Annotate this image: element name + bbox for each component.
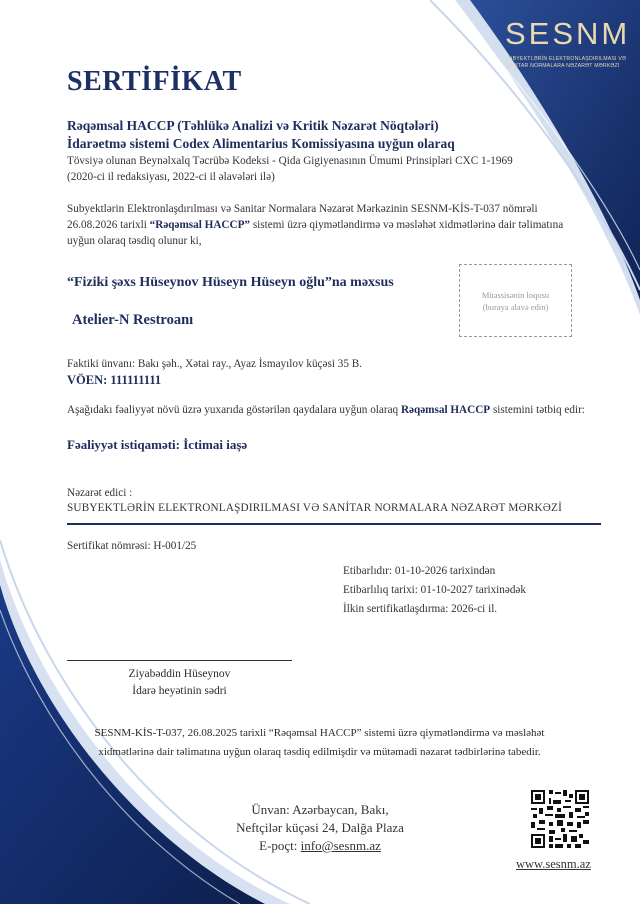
certificate-number: Sertifikat nömrəsi: H-001/25 <box>67 540 197 552</box>
contact-email-row <box>220 837 420 855</box>
approval-pre: Subyektlərin Elektronlaşdırılması və Sanitar Normalara Nəzarət Mərkəzinin SESNM-KİS-T-037 nömrəli 26.08.2026 tarixli <box>67 203 538 231</box>
email-label: E-poçt: <box>259 838 301 853</box>
approval-system-name: “Rəqəmsal HACCP” <box>149 219 251 231</box>
approval-text <box>67 201 587 249</box>
brand-logo <box>505 18 630 70</box>
email-link[interactable]: info@sesnm.az <box>300 838 381 853</box>
logo-placeholder-line-2: (buraya əlavə edin) <box>482 301 549 312</box>
footer-note: SESNM-KİS-T-037, 26.08.2025 tarixli “Rəqəmsal HACCP” sistemi üzrə qiymətləndirmə və məsləhət xidmətlərinə dair təlimatına uyğun olaraq təsdiq edilmişdir və mütəmadi nəzarət tədbirlərinə tabedir. <box>94 727 545 758</box>
supervisor-name: SUBYEKTLƏRİN ELEKTRONLAŞDIRILMASI VƏ SANİTAR NORMALARA NƏZARƏT MƏRKƏZİ <box>67 502 562 514</box>
brand-tagline: SUBYEKTLƏRİN ELEKTRONLAŞDIRILMASI VƏ SANİTAR NORMALARA NƏZARƏT MƏRKƏZİ <box>505 56 627 69</box>
recommendation-text: Tövsiyə olunan Beynəlxalq Təcrübə Kodeksi - Qida Gigiyenasının Ümumi Prinsipləri CXC 1-1969 (2020-ci il redaksiyası, 2022-ci il əlavələri ilə) <box>67 155 513 183</box>
logo-placeholder <box>459 264 572 337</box>
company-address: Faktiki ünvanı: Bakı şəh., Xətai ray., Ayaz İsmayılov küçəsi 35 B. <box>67 358 362 370</box>
signer-name: Ziyabəddin Hüseynov <box>128 668 231 680</box>
brand-name: SESNM <box>505 16 631 51</box>
tax-id: VÖEN: 111111111 <box>67 373 162 387</box>
divider <box>67 523 601 525</box>
activity-field: Fəaliyyət istiqaməti: İctimai iaşə <box>67 437 248 452</box>
activity-post: sistemini tətbiq edir: <box>490 404 585 416</box>
valid-from: Etibarlıdır: 01-10-2026 tarixindən <box>343 565 496 577</box>
certificate-holder: “Fiziki şəxs Hüseynov Hüseyn Hüseyn oğlu”na məxsus <box>67 275 394 290</box>
first-certification: İlkin sertifikatlaşdırma: 2026-ci il. <box>343 603 498 615</box>
contact-line-2: Neftçilər küçəsi 24, Dalğa Plaza <box>236 820 404 835</box>
standard-heading <box>67 117 497 153</box>
activity-text <box>67 402 597 418</box>
validity-block <box>343 562 526 619</box>
website-link[interactable]: www.sesnm.az <box>516 857 591 871</box>
activity-pre: Aşağıdakı fəaliyyət növü üzrə yuxarıda göstərilən qaydalara uyğun olaraq <box>67 404 401 416</box>
contact-block <box>220 801 420 855</box>
supervisor-label: Nəzarət edici : <box>67 487 133 499</box>
logo-placeholder-line-1: Müəssisənin loqosu <box>481 289 550 300</box>
activity-system-name: Rəqəmsal HACCP <box>400 404 491 416</box>
standard-line-1: Rəqəmsal HACCP (Təhlükə Analizi və Kritik Nəzarət Nöqtələri) <box>67 118 439 133</box>
company-name: Atelier-N Restroanı <box>72 312 194 328</box>
contact-line-1: Ünvan: Azərbaycan, Bakı, <box>251 802 389 817</box>
qr-code-icon <box>531 790 589 848</box>
signer-block <box>67 666 292 700</box>
valid-until: Etibarlılıq tarixi: 01-10-2027 tarixinədək <box>343 584 526 596</box>
certificate-title: SERTİFİKAT <box>67 66 242 97</box>
signature-line <box>67 660 292 661</box>
approval-post: sistemi üzrə qiymətləndirmə və məsləhət xidmətlərinə dair təlimatına uyğun olaraq təsdiq olunur ki, <box>67 219 564 247</box>
standard-line-2: İdarəetmə sistemi Codex Alimentarius Komissiyasına uyğun olaraq <box>67 136 455 151</box>
signer-position: İdarə heyətinin sədri <box>132 685 227 697</box>
